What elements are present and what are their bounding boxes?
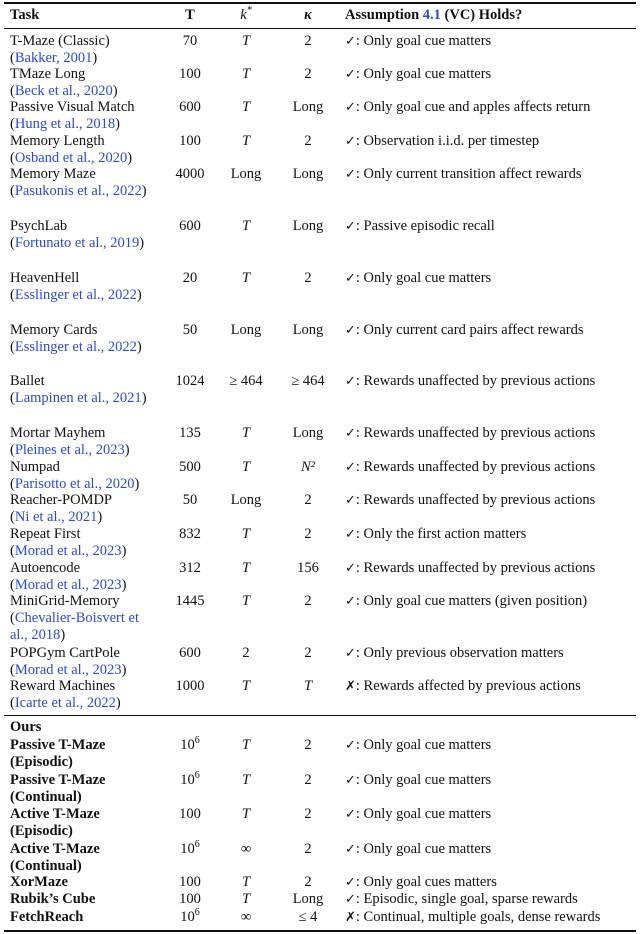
header-assumption bbox=[345, 7, 636, 24]
task-name: Memory Length bbox=[10, 133, 105, 149]
task-name: Autoencode bbox=[10, 560, 81, 576]
k-value: Long bbox=[230, 166, 262, 182]
check-icon: ✓ bbox=[345, 323, 356, 338]
assumption-text: : Episodic, single goal, sparse rewards bbox=[355, 891, 578, 907]
task-name: HeavenHell bbox=[10, 270, 80, 286]
assumption-cell bbox=[345, 33, 636, 50]
horizon-exponent: 6 bbox=[194, 735, 200, 747]
kappa-value: 2 bbox=[304, 270, 312, 286]
task-cell: Reward Machines (Icarte et al., 2022) bbox=[10, 678, 121, 711]
kappa-value: Long bbox=[292, 218, 324, 234]
kappa-value: ≥ 464 bbox=[291, 373, 325, 389]
check-icon: ✓ bbox=[345, 875, 356, 890]
header-rule bbox=[4, 28, 636, 29]
assumption-text: : Only current transition affect rewards bbox=[355, 166, 582, 182]
header-assumption-ref[interactable]: 4.1 bbox=[422, 7, 441, 23]
horizon-value: 50 bbox=[182, 492, 198, 508]
task-name: POPGym CartPole bbox=[10, 645, 120, 661]
k-value: T bbox=[241, 560, 251, 576]
horizon-value: 600 bbox=[179, 645, 201, 661]
assumption-cell bbox=[345, 891, 636, 908]
horizon-value bbox=[164, 874, 216, 891]
citation-link[interactable]: Morad et al., 2023 bbox=[14, 577, 122, 593]
check-icon: ✓ bbox=[345, 67, 356, 82]
task-cell: MiniGrid-Memory (Chevalier-Boisvert et al., 2018) bbox=[10, 593, 139, 643]
check-icon: ✓ bbox=[345, 773, 356, 788]
k-value: T bbox=[241, 218, 251, 234]
assumption-cell bbox=[345, 772, 636, 789]
check-icon: ✓ bbox=[345, 100, 356, 115]
kappa-value: 2 bbox=[304, 133, 312, 149]
k-value: T bbox=[241, 99, 251, 115]
citation-link[interactable]: Ni et al., 2021 bbox=[14, 509, 98, 525]
check-icon: ✓ bbox=[345, 527, 356, 542]
task-name: Reacher-POMDP bbox=[10, 492, 112, 508]
task-cell: Repeat First (Morad et al., 2023) bbox=[10, 526, 127, 559]
horizon-value: 312 bbox=[179, 560, 201, 576]
task-cell: Autoencode (Morad et al., 2023) bbox=[10, 560, 127, 593]
assumption-text: : Rewards unaffected by previous actions bbox=[355, 459, 596, 475]
header-assumption-suffix: (VC) Holds? bbox=[440, 7, 523, 23]
assumption-text: : Only goal cue matters (given position) bbox=[355, 593, 588, 609]
citation-link[interactable]: Pleines et al., 2023 bbox=[14, 442, 125, 458]
citation-link[interactable]: Pasukonis et al., 2022 bbox=[14, 183, 142, 199]
check-icon: ✓ bbox=[345, 271, 356, 286]
assumption-text: : Only goal cues matters bbox=[355, 874, 497, 890]
horizon-value: 100 bbox=[179, 133, 201, 149]
task-cell: Mortar Mayhem (Pleines et al., 2023) bbox=[10, 425, 130, 458]
our-task-name: Rubik’s Cube bbox=[10, 891, 96, 907]
citation-link[interactable]: Lampinen et al., 2021 bbox=[14, 390, 142, 406]
horizon-value bbox=[164, 891, 216, 908]
task-cell: Memory Cards (Esslinger et al., 2022) bbox=[10, 322, 142, 355]
kappa-value: 2 bbox=[304, 645, 312, 661]
our-task-name: Passive T-Maze (Episodic) bbox=[10, 737, 106, 770]
check-icon: ✓ bbox=[345, 738, 356, 753]
assumption-cell bbox=[345, 560, 636, 577]
k-value: T bbox=[241, 270, 251, 286]
kappa-value: 2 bbox=[304, 33, 312, 49]
citation-link[interactable]: Morad et al., 2023 bbox=[14, 543, 122, 559]
assumption-cell bbox=[345, 133, 636, 150]
k-value: ∞ bbox=[240, 841, 252, 857]
assumption-cell bbox=[345, 526, 636, 543]
kappa-value: Long bbox=[292, 99, 324, 115]
check-icon: ✓ bbox=[345, 219, 356, 234]
citation-link[interactable]: Beck et al., 2020 bbox=[14, 83, 113, 99]
task-cell: POPGym CartPole (Morad et al., 2023) bbox=[10, 645, 127, 678]
horizon-value: 70 bbox=[182, 33, 198, 49]
header-kappa: κ bbox=[304, 7, 312, 23]
check-icon: ✓ bbox=[345, 807, 356, 822]
horizon-base: 100 bbox=[179, 874, 201, 890]
check-icon: ✓ bbox=[345, 426, 356, 441]
k-value: 2 bbox=[242, 645, 250, 661]
kappa-value: 2 bbox=[304, 526, 312, 542]
k-value: T bbox=[241, 526, 251, 542]
assumption-text: : Only goal cue matters bbox=[355, 737, 492, 753]
horizon-exponent: 6 bbox=[194, 839, 200, 851]
assumption-cell bbox=[345, 459, 636, 476]
kappa-value: 2 bbox=[304, 66, 312, 82]
task-name: Ballet bbox=[10, 373, 45, 389]
assumption-cell bbox=[345, 218, 636, 235]
assumption-cell bbox=[345, 322, 636, 339]
kappa-value: 2 bbox=[304, 841, 312, 857]
assumption-text: : Rewards affected by previous actions bbox=[355, 678, 581, 694]
kappa-value: ≤ 4 bbox=[298, 909, 318, 925]
assumption-text: : Only goal cue and apples affects return bbox=[355, 99, 591, 115]
kappa-value: Long bbox=[292, 166, 324, 182]
horizon-base: 100 bbox=[179, 806, 201, 822]
cross-icon: ✗ bbox=[345, 910, 356, 925]
kappa-value: 156 bbox=[297, 560, 319, 576]
assumption-cell bbox=[345, 270, 636, 287]
header-task: Task bbox=[10, 7, 40, 23]
assumption-cell bbox=[345, 909, 636, 926]
assumption-text: : Passive episodic recall bbox=[355, 218, 495, 234]
k-value: T bbox=[241, 678, 251, 694]
assumption-cell bbox=[345, 425, 636, 442]
task-name: PsychLab bbox=[10, 218, 68, 234]
horizon-value: 20 bbox=[182, 270, 198, 286]
assumption-cell bbox=[345, 645, 636, 662]
k-value: ∞ bbox=[240, 909, 252, 925]
check-icon: ✓ bbox=[345, 892, 356, 907]
horizon-value bbox=[164, 841, 216, 858]
citation-link[interactable]: Morad et al., 2023 bbox=[14, 662, 122, 678]
assumption-cell bbox=[345, 492, 636, 509]
header-assumption-prefix: Assumption bbox=[345, 7, 423, 23]
check-icon: ✓ bbox=[345, 167, 356, 182]
assumption-text: : Continual, multiple goals, dense rewards bbox=[355, 909, 601, 925]
our-task-name: FetchReach bbox=[10, 909, 84, 925]
top-rule bbox=[4, 2, 636, 4]
horizon-value: 600 bbox=[179, 99, 201, 115]
our-task-name: Active T-Maze (Episodic) bbox=[10, 806, 100, 839]
task-cell: TMaze Long (Beck et al., 2020) bbox=[10, 66, 118, 99]
bottom-rule bbox=[4, 930, 636, 932]
k-value: Long bbox=[230, 492, 262, 508]
k-value: Long bbox=[230, 322, 262, 338]
k-value: T bbox=[241, 737, 251, 753]
horizon-exponent: 6 bbox=[194, 770, 200, 782]
header-T: T bbox=[185, 7, 195, 23]
our-task-name: XorMaze bbox=[10, 874, 68, 890]
citation-link[interactable]: Fortunato et al., 2019 bbox=[14, 235, 140, 251]
horizon-value: 4000 bbox=[175, 166, 205, 182]
horizon-base: 100 bbox=[179, 891, 201, 907]
horizon-value: 1000 bbox=[175, 678, 205, 694]
assumption-cell bbox=[345, 874, 636, 891]
kappa-value: 2 bbox=[304, 492, 312, 508]
check-icon: ✓ bbox=[345, 646, 356, 661]
section-label: Ours bbox=[10, 719, 42, 735]
task-name: Mortar Mayhem bbox=[10, 425, 106, 441]
assumption-text: : Only goal cue matters bbox=[355, 772, 492, 788]
task-cell: T-Maze (Classic) (Bakker, 2001) bbox=[10, 33, 110, 66]
assumption-text: : Rewards unaffected by previous actions bbox=[355, 492, 596, 508]
assumption-text: : Rewards unaffected by previous actions bbox=[355, 425, 596, 441]
assumption-cell bbox=[345, 66, 636, 83]
assumption-text: : Only the first action matters bbox=[355, 526, 527, 542]
k-value: T bbox=[241, 33, 251, 49]
task-name: MiniGrid-Memory bbox=[10, 593, 120, 609]
horizon-value: 1445 bbox=[175, 593, 205, 609]
assumption-cell bbox=[345, 678, 636, 695]
kappa-value: 2 bbox=[304, 772, 312, 788]
check-icon: ✓ bbox=[345, 561, 356, 576]
task-cell: Memory Maze (Pasukonis et al., 2022) bbox=[10, 166, 147, 199]
assumption-cell bbox=[345, 806, 636, 823]
header-k bbox=[216, 7, 276, 24]
citation-link[interactable]: Hung et al., 2018 bbox=[14, 116, 116, 132]
task-cell: Memory Length (Osband et al., 2020) bbox=[10, 133, 133, 166]
k-value: T bbox=[241, 593, 251, 609]
assumption-text: : Only previous observation matters bbox=[355, 645, 564, 661]
k-value: T bbox=[241, 891, 251, 907]
check-icon: ✓ bbox=[345, 460, 356, 475]
horizon-base: 10 bbox=[180, 737, 195, 753]
kappa-value: Long bbox=[292, 322, 324, 338]
citation-link[interactable]: Osband et al., 2020 bbox=[14, 150, 128, 166]
k-value: ≥ 464 bbox=[229, 373, 263, 389]
citation-link[interactable]: Icarte et al., 2022 bbox=[14, 695, 116, 711]
assumption-text: : Only goal cue matters bbox=[355, 66, 492, 82]
our-task-name: Passive T-Maze (Continual) bbox=[10, 772, 106, 805]
task-cell: Passive Visual Match (Hung et al., 2018) bbox=[10, 99, 135, 132]
check-icon: ✓ bbox=[345, 134, 356, 149]
horizon-value: 1024 bbox=[175, 373, 205, 389]
task-name: Memory Maze bbox=[10, 166, 96, 182]
cross-icon: ✗ bbox=[345, 679, 356, 694]
k-value: T bbox=[241, 133, 251, 149]
task-name: Numpad bbox=[10, 459, 60, 475]
horizon-value bbox=[164, 772, 216, 789]
kappa-value: N² bbox=[300, 459, 316, 475]
k-value: T bbox=[241, 874, 251, 890]
horizon-exponent: 6 bbox=[194, 907, 200, 919]
check-icon: ✓ bbox=[345, 594, 356, 609]
horizon-value bbox=[164, 737, 216, 754]
kappa-value: Long bbox=[292, 891, 324, 907]
citation-link[interactable]: Esslinger et al., 2022 bbox=[14, 287, 137, 303]
horizon-value bbox=[164, 909, 216, 926]
kappa-value: Long bbox=[292, 425, 324, 441]
horizon-base: 10 bbox=[180, 909, 195, 925]
assumption-text: : Only goal cue matters bbox=[355, 841, 492, 857]
k-value: T bbox=[241, 66, 251, 82]
section-rule bbox=[4, 715, 636, 716]
header-k-sup: * bbox=[246, 5, 252, 17]
horizon-value: 832 bbox=[179, 526, 201, 542]
k-value: T bbox=[241, 772, 251, 788]
horizon-base: 10 bbox=[180, 841, 195, 857]
horizon-value: 600 bbox=[179, 218, 201, 234]
horizon-value: 135 bbox=[179, 425, 201, 441]
task-name: Repeat First bbox=[10, 526, 81, 542]
assumption-cell bbox=[345, 166, 636, 183]
kappa-value: 2 bbox=[304, 874, 312, 890]
assumption-text: : Only goal cue matters bbox=[355, 33, 492, 49]
k-value: T bbox=[241, 425, 251, 441]
assumption-text: : Only current card pairs affect rewards bbox=[355, 322, 584, 338]
horizon-value bbox=[164, 806, 216, 823]
assumption-cell bbox=[345, 737, 636, 754]
kappa-value: T bbox=[303, 678, 313, 694]
check-icon: ✓ bbox=[345, 34, 356, 49]
task-cell: PsychLab (Fortunato et al., 2019) bbox=[10, 218, 145, 251]
check-icon: ✓ bbox=[345, 493, 356, 508]
horizon-value: 100 bbox=[179, 66, 201, 82]
task-cell: HeavenHell (Esslinger et al., 2022) bbox=[10, 270, 142, 303]
task-cell: Numpad (Parisotto et al., 2020) bbox=[10, 459, 140, 492]
k-value: T bbox=[241, 459, 251, 475]
assumption-text: : Rewards unaffected by previous actions bbox=[355, 560, 596, 576]
horizon-value: 500 bbox=[179, 459, 201, 475]
check-icon: ✓ bbox=[345, 842, 356, 857]
assumption-text: : Observation i.i.d. per timestep bbox=[355, 133, 540, 149]
task-name: T-Maze (Classic) bbox=[10, 33, 110, 49]
k-value: T bbox=[241, 806, 251, 822]
citation-link[interactable]: Esslinger et al., 2022 bbox=[14, 339, 137, 355]
assumption-text: : Only goal cue matters bbox=[355, 270, 492, 286]
citation-link[interactable]: Chevalier-Boisvert et al., 2018 bbox=[10, 610, 139, 643]
check-icon: ✓ bbox=[345, 374, 356, 389]
task-name: Memory Cards bbox=[10, 322, 98, 338]
assumption-cell bbox=[345, 841, 636, 858]
assumption-cell bbox=[345, 99, 636, 116]
assumption-cell bbox=[345, 373, 636, 390]
task-cell: Ballet (Lampinen et al., 2021) bbox=[10, 373, 147, 406]
kappa-value: 2 bbox=[304, 806, 312, 822]
kappa-value: 2 bbox=[304, 593, 312, 609]
assumption-cell bbox=[345, 593, 636, 610]
kappa-value: 2 bbox=[304, 737, 312, 753]
horizon-value: 50 bbox=[182, 322, 198, 338]
task-name: Reward Machines bbox=[10, 678, 116, 694]
assumption-text: : Only goal cue matters bbox=[355, 806, 492, 822]
citation-link[interactable]: Parisotto et al., 2020 bbox=[14, 476, 135, 492]
task-name: TMaze Long bbox=[10, 66, 86, 82]
horizon-base: 10 bbox=[180, 772, 195, 788]
citation-link[interactable]: Bakker, 2001 bbox=[14, 50, 93, 66]
task-cell: Reacher-POMDP (Ni et al., 2021) bbox=[10, 492, 112, 525]
task-name: Passive Visual Match bbox=[10, 99, 135, 115]
our-task-name: Active T-Maze (Continual) bbox=[10, 841, 100, 874]
assumption-text: : Rewards unaffected by previous actions bbox=[355, 373, 596, 389]
header-k-base: k bbox=[240, 7, 247, 23]
